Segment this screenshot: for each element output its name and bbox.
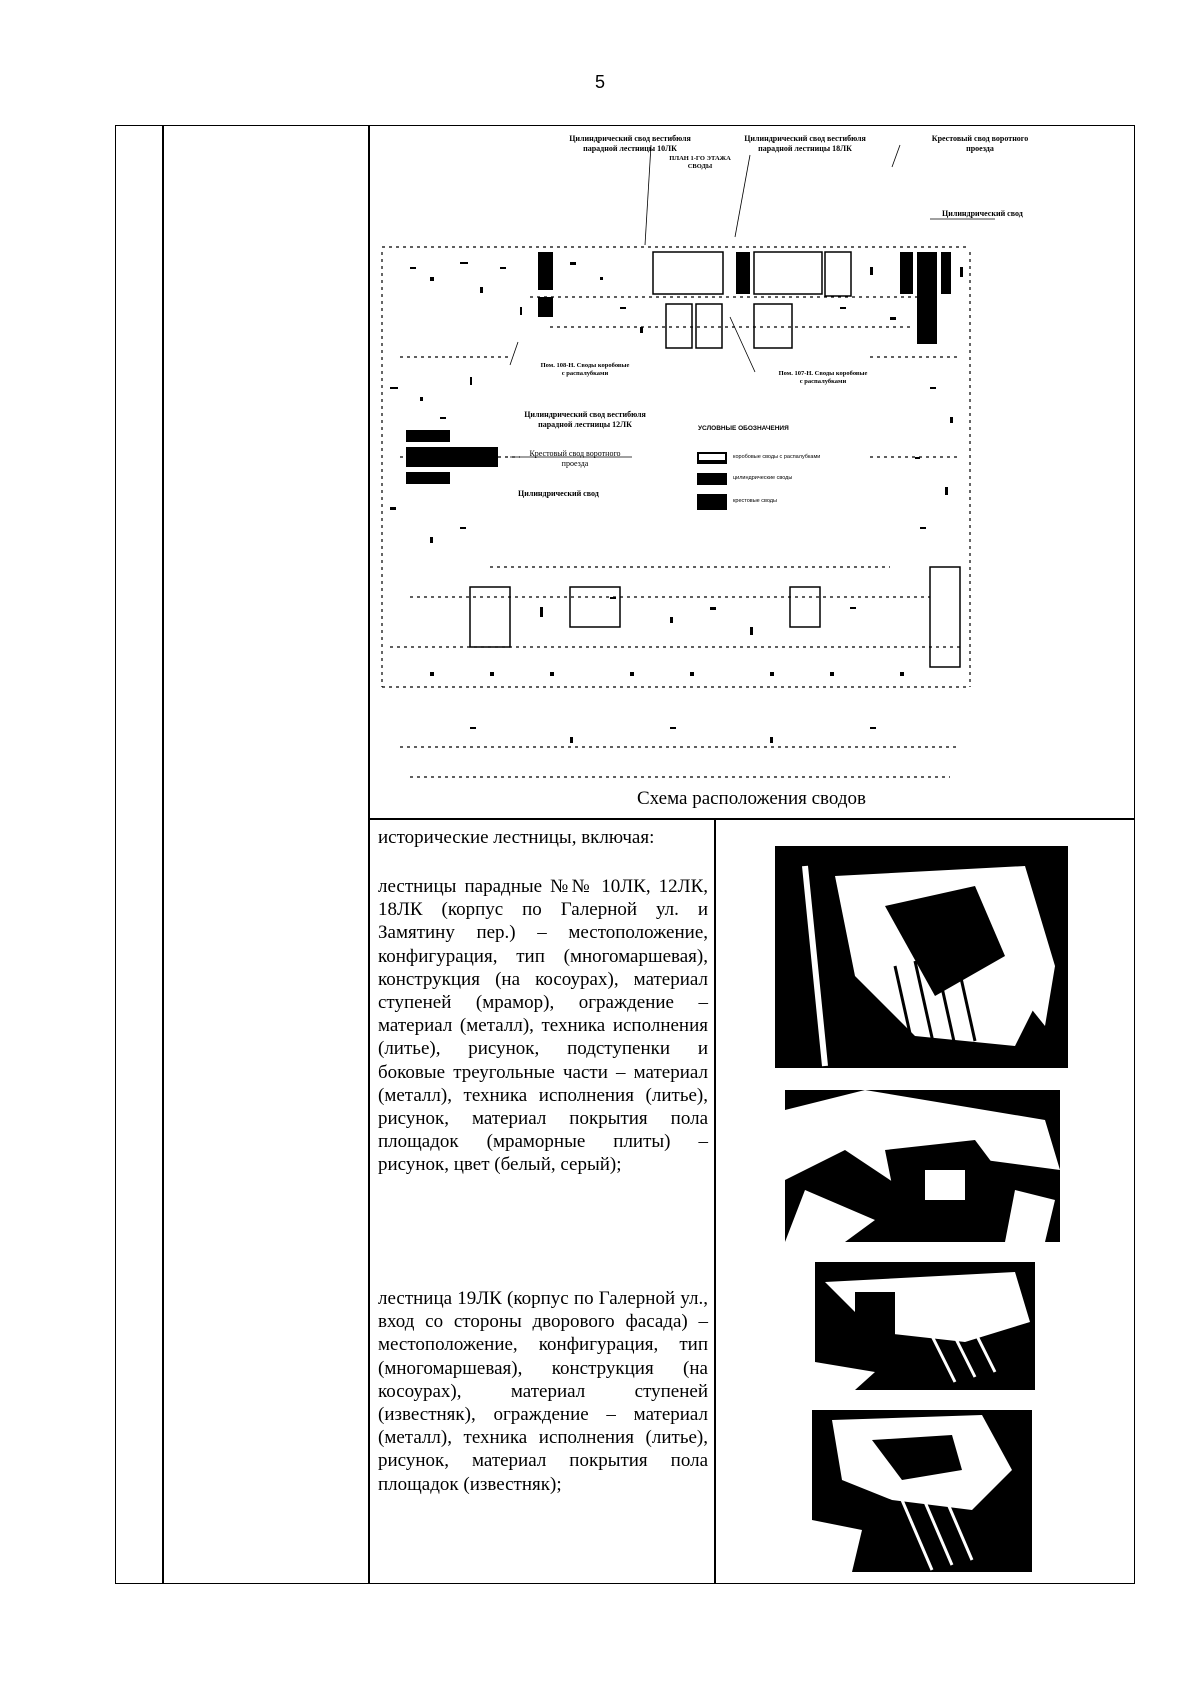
label-plan-title: ПЛАН 1-ГО ЭТАЖА СВОДЫ [669,155,731,170]
paragraph-text: лестница 19ЛК (корпус по Галерной ул., вход со стороны дворового фасада) – местоположение, конфигурация, тип (многомаршевая), конструкция (на косоурах), материал ступеней (известняк), ограждение – материал (металл), техника исполнения (литье), рисунок, материал покрытия пола площадок (известняк); [378,1288,708,1495]
staircase-photo-graphic [785,1090,1060,1242]
legend-item: крестовые своды [733,498,777,504]
staircase-photo-graphic [775,846,1068,1068]
column-divider [162,125,164,1584]
staircase-photo [815,1262,1035,1390]
staircase-photo [812,1410,1032,1572]
paragraph-staircases-parade [378,875,708,1177]
floor-plan-drawing [370,127,1133,817]
label-vault-10lk: Цилиндрический свод вестибюля парадной лестницы 10ЛК [569,134,691,153]
label-vault-12lk: Цилиндрический свод вестибюля парадной лестницы 12ЛК [524,410,646,429]
legend-item: коробовые своды с распалубками [733,454,821,460]
legend-item: цилиндрические своды [733,475,793,481]
label-room-107: Пом. 107-Н. Своды коробовые с распалубками [778,370,868,385]
label-cylindrical-right: Цилиндрический свод [942,209,1023,218]
vault-layout-plan [370,127,1133,817]
staircase-photo [785,1090,1060,1242]
legend-title: УСЛОВНЫЕ ОБОЗНАЧЕНИЯ [698,425,789,432]
intro-text: исторические лестницы, включая: [378,827,655,848]
label-room-108: Пом. 108-Н. Своды коробовые с распалубками [540,362,630,377]
label-cross-gate-top: Крестовый свод воротного проезда [931,134,1029,153]
staircase-photo-graphic [812,1410,1032,1572]
label-vault-18lk: Цилиндрический свод вестибюля парадной лестницы 18ЛК [744,134,866,153]
staircase-photo [775,846,1068,1068]
plan-caption: Схема расположения сводов [636,788,866,809]
page-number: 5 [594,72,605,92]
paragraph-text: лестницы парадные №№ 10ЛК, 12ЛК, 18ЛК (корпус по Галерной ул. и Замятину пер.) – местоположение, конфигурация, тип (многомаршевая), конструкция (на косоурах), материал ступеней (мрамор), ограждение – материал (металл), техника исполнения (литье), рисунок, подступенки и боковые треугольные части – материал (металл), техника исполнения (литье), рисунок, материал покрытия пола площадок (мраморные плиты) – рисунок, цвет (белый, серый); [378,876,708,1176]
label-cylindrical-left: Цилиндрический свод [518,489,599,498]
staircase-photo-graphic [815,1262,1035,1390]
column-divider [714,818,716,1584]
paragraph-staircase-19lk [378,1287,708,1496]
label-cross-gate-left: Крестовый свод воротного проезда [529,449,621,468]
row-divider [368,818,1135,820]
